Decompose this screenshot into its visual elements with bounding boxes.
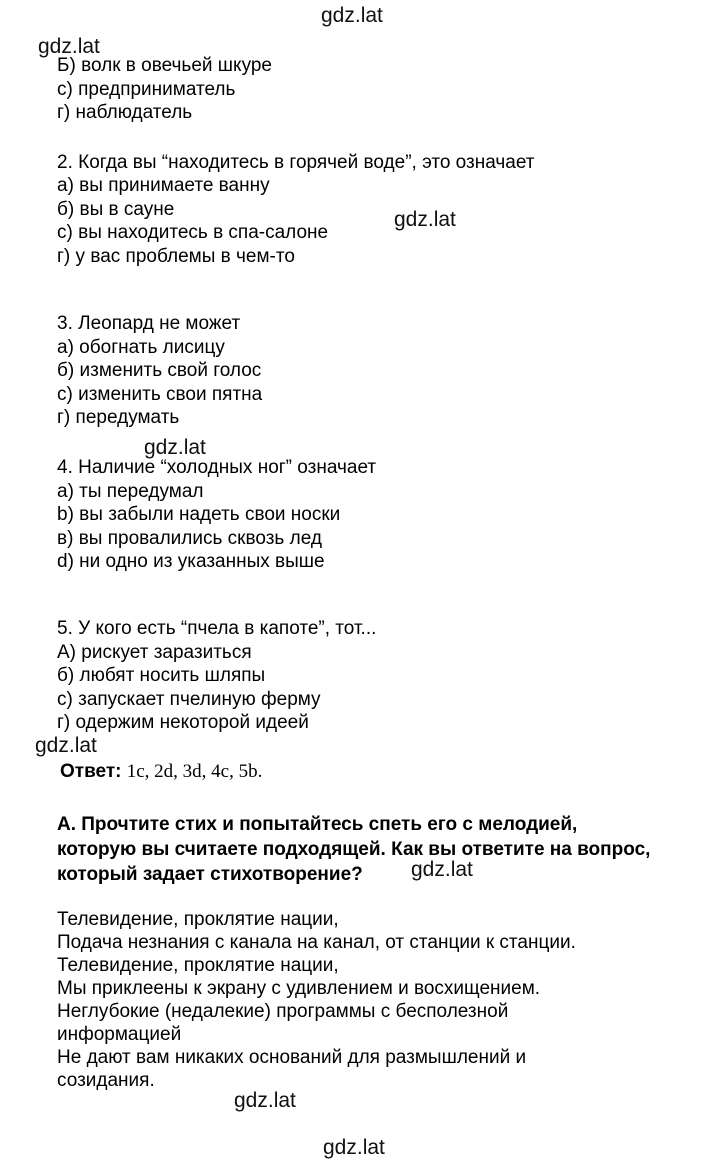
poem-line: Телевидение, проклятие нации, [57, 909, 339, 930]
watermark: gdz.lat [394, 208, 456, 231]
q4-option: в) вы провалились сквозь лед [57, 528, 322, 549]
watermark: gdz.lat [35, 734, 97, 757]
q1-option: г) наблюдатель [57, 102, 193, 123]
q5-option: г) одержим некоторой идеей [57, 712, 309, 733]
poem-line: Подача незнания с канала на канал, от станции к станции. [57, 932, 576, 953]
poem-line: Телевидение, проклятие нации, [57, 955, 339, 976]
q3-question: 3. Леопард не может [57, 313, 241, 334]
poem-line: Не дают вам никаких оснований для размышлений и [57, 1047, 527, 1068]
q3-option: г) передумать [57, 407, 180, 428]
watermark: gdz.lat [321, 4, 383, 27]
q2-option: а) вы принимаете ванну [57, 175, 270, 196]
answer-line [60, 761, 262, 783]
watermark: gdz.lat [323, 1136, 385, 1159]
q3-option: а) обогнать лисицу [57, 337, 225, 358]
answer-label: Ответ: [60, 761, 122, 782]
q1-option: Б) волк в овечьей шкуре [57, 55, 272, 76]
watermark: gdz.lat [38, 35, 100, 58]
watermark: gdz.lat [411, 858, 473, 881]
q5-question: 5. У кого есть “пчела в капоте”, тот... [57, 618, 377, 639]
poem-line: информацией [57, 1024, 182, 1045]
q5-option: б) любят носить шляпы [57, 665, 266, 686]
watermark: gdz.lat [144, 436, 206, 459]
q1-option: c) предприниматель [57, 79, 236, 100]
poem [57, 908, 687, 1092]
q5-option: c) запускает пчелиную ферму [57, 689, 321, 710]
poem-line: созидания. [57, 1070, 155, 1091]
q3-option: c) изменить свои пятна [57, 384, 263, 405]
q2-option: c) вы находитесь в спа-салоне [57, 222, 329, 243]
q4-option: d) ни одно из указанных выше [57, 551, 325, 572]
q4-option: а) ты передумал [57, 481, 204, 502]
q2-option: б) вы в сауне [57, 199, 175, 220]
answer-value: 1c, 2d, 3d, 4c, 5b. [126, 761, 263, 782]
watermark: gdz.lat [234, 1089, 296, 1112]
q4-question: 4. Наличие “холодных ног” означает [57, 457, 377, 478]
task-heading: А. Прочтите стих и попытайтесь спеть его с мелодией, которую вы считаете подходящей. Как вы ответите на вопрос, который задает стихотворение? [57, 814, 651, 885]
poem-line: Неглубокие (недалекие) программы с бесполезной [57, 1001, 509, 1022]
q3-option: б) изменить свой голос [57, 360, 262, 381]
q2-option: г) у вас проблемы в чем-то [57, 246, 295, 267]
poem-line: Мы приклеены к экрану с удивлением и восхищением. [57, 978, 541, 999]
q4-option: b) вы забыли надеть свои носки [57, 504, 341, 525]
q5-option: А) рискует заразиться [57, 642, 252, 663]
q2-question: 2. Когда вы “находитесь в горячей воде”, это означает [57, 152, 535, 173]
